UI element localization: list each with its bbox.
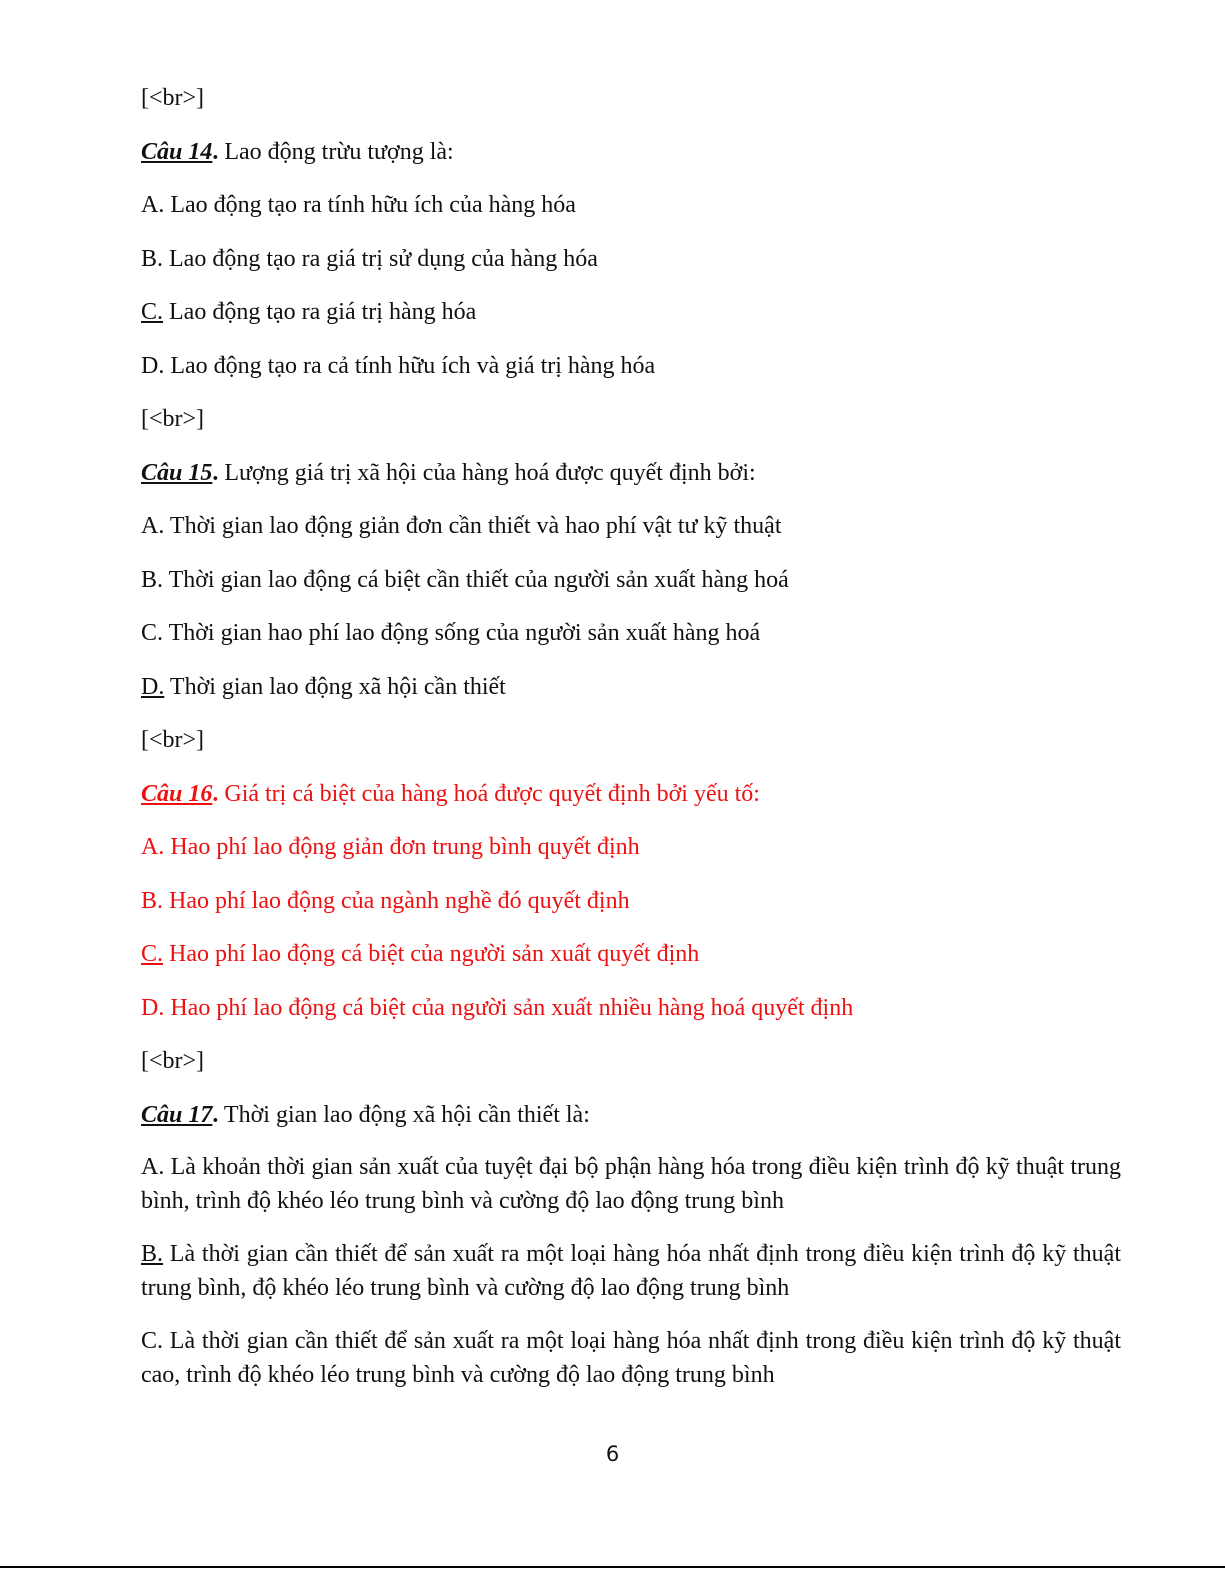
question-text: Lao động trừu tượng là: xyxy=(218,138,454,165)
option-letter: B. xyxy=(141,245,164,272)
option-15-c xyxy=(141,615,1121,651)
question-label: Câu 17 xyxy=(141,1101,213,1128)
option-text: Lao động tạo ra giá trị sử dụng của hàng hóa xyxy=(163,245,598,272)
separator: [<br>] xyxy=(141,85,205,111)
option-text: Lao động tạo ra tính hữu ích của hàng hóa xyxy=(164,192,576,218)
question-punct: . xyxy=(212,780,219,807)
option-text: Thời gian lao động cá biệt cần thiết của người sản xuất hàng hoá xyxy=(163,566,789,593)
option-15-d xyxy=(141,669,1121,705)
option-letter-answer: B. xyxy=(141,1241,164,1267)
question-label: Câu 14 xyxy=(141,138,213,165)
option-letter: A. xyxy=(141,513,165,539)
question-16 xyxy=(141,776,1121,812)
question-15 xyxy=(141,455,1121,491)
option-letter: A. xyxy=(141,834,165,860)
option-letter: C. xyxy=(141,620,164,646)
option-text: Là thời gian cần thiết để sản xuất ra một loại hàng hóa nhất định trong điều kiện trình độ kỹ thuật cao, trình độ khéo léo trung bình và cường độ lao động trung bình xyxy=(141,1328,1121,1388)
option-letter-answer: C. xyxy=(141,299,164,325)
option-15-b xyxy=(141,562,1121,598)
page-bottom-divider xyxy=(0,1566,1225,1568)
option-letter-answer: D. xyxy=(141,673,165,700)
question-text: Thời gian lao động xã hội cần thiết là: xyxy=(218,1101,590,1128)
option-16-d xyxy=(141,990,1121,1026)
document-page xyxy=(141,80,1121,1411)
option-letter: C. xyxy=(141,1328,164,1354)
option-text: Là khoản thời gian sản xuất của tuyệt đại bộ phận hàng hóa trong điều kiện trình độ kỹ thuật trung bình, trình độ khéo léo trung bình và cường độ lao động trung bình xyxy=(141,1154,1121,1214)
option-text: Hao phí lao động cá biệt của người sản xuất quyết định xyxy=(163,941,700,967)
option-text: Thời gian lao động giản đơn cần thiết và hao phí vật tư kỹ thuật xyxy=(164,513,782,539)
option-text: Thời gian hao phí lao động sống của người sản xuất hàng hoá xyxy=(163,620,761,646)
option-16-a xyxy=(141,829,1121,865)
question-label: Câu 16 xyxy=(141,780,213,807)
option-text: Hao phí lao động của ngành nghề đó quyết định xyxy=(163,887,630,914)
option-letter: D. xyxy=(141,352,165,379)
option-text: Lao động tạo ra cả tính hữu ích và giá trị hàng hóa xyxy=(164,352,656,379)
separator: [<br>] xyxy=(141,1048,205,1074)
question-14 xyxy=(141,134,1121,170)
option-letter: A. xyxy=(141,1154,165,1180)
option-17-a xyxy=(141,1150,1121,1218)
option-17-c xyxy=(141,1324,1121,1392)
option-letter: A. xyxy=(141,192,165,218)
question-text: Lượng giá trị xã hội của hàng hoá được quyết định bởi: xyxy=(218,459,756,486)
option-14-b xyxy=(141,241,1121,277)
option-15-a xyxy=(141,508,1121,544)
question-punct: . xyxy=(212,138,219,165)
option-17-b xyxy=(141,1237,1121,1305)
question-text: Giá trị cá biệt của hàng hoá được quyết định bởi yếu tố: xyxy=(218,780,760,807)
option-14-a xyxy=(141,187,1121,223)
question-punct: . xyxy=(212,459,219,486)
option-text: Thời gian lao động xã hội cần thiết xyxy=(164,673,506,700)
option-14-c xyxy=(141,294,1121,330)
page-number: 6 xyxy=(605,1442,620,1466)
option-14-d xyxy=(141,348,1121,384)
separator: [<br>] xyxy=(141,727,205,753)
option-letter-answer: C. xyxy=(141,941,164,967)
option-text: Lao động tạo ra giá trị hàng hóa xyxy=(163,299,477,325)
question-17 xyxy=(141,1097,1121,1133)
option-letter: B. xyxy=(141,566,164,593)
option-text: Hao phí lao động giản đơn trung bình quyết định xyxy=(164,834,640,860)
option-text: Hao phí lao động cá biệt của người sản xuất nhiều hàng hoá quyết định xyxy=(164,994,854,1021)
separator: [<br>] xyxy=(141,406,205,432)
question-punct: . xyxy=(212,1101,219,1128)
option-letter: D. xyxy=(141,994,165,1021)
option-16-c xyxy=(141,936,1121,972)
question-label: Câu 15 xyxy=(141,459,213,486)
option-16-b xyxy=(141,883,1121,919)
option-text: Là thời gian cần thiết để sản xuất ra một loại hàng hóa nhất định trong điều kiện trình độ kỹ thuật trung bình, độ khéo léo trung bình và cường độ lao động trung bình xyxy=(141,1241,1121,1301)
option-letter: B. xyxy=(141,887,164,914)
